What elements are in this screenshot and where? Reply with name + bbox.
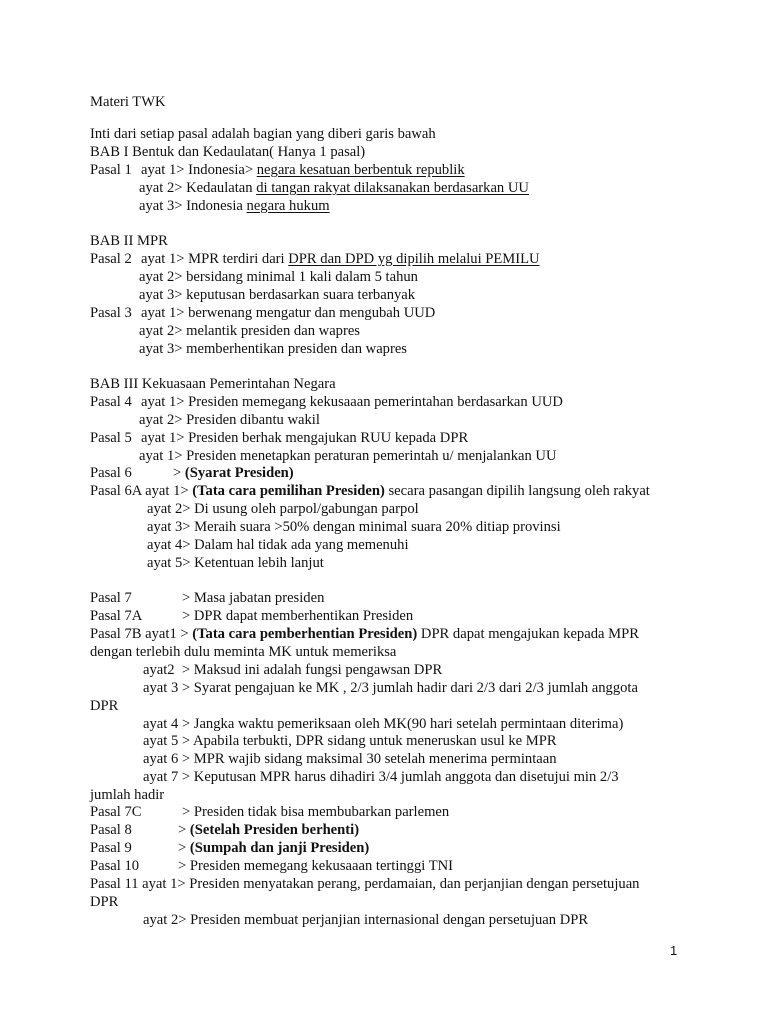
pasal3-ayat1: ayat 1> berwenang mengatur dan mengubah UUD — [141, 305, 436, 321]
pasal1-ayat2: ayat 2> Kedaulatan di tangan rakyat dilaksanakan berdasarkan UU — [139, 180, 529, 196]
pasal11-ayat1: Pasal 11 ayat 1> Presiden menyatakan perang, perdamaian, dan perjanjian dengan persetujuan — [90, 876, 640, 892]
pasal10-text: > Presiden memegang kekusaaan tertinggi TNI — [178, 858, 454, 874]
pasal7b-ayat3: ayat 3 > Syarat pengajuan ke MK , 2/3 jumlah hadir dari 2/3 dari 2/3 jumlah anggota — [143, 680, 638, 696]
pasal7-text: > Masa jabatan presiden — [182, 590, 325, 606]
pasal1-ayat1-underlined: negara kesatuan berbentuk republik — [256, 162, 465, 178]
page-number: 1 — [670, 943, 678, 958]
pasal6-text: > (Syarat Presiden) — [173, 465, 294, 481]
pasal7b-ayat4: ayat 4 > Jangka waktu pemeriksaan oleh MK(90 hari setelah permintaan diterima) — [143, 716, 624, 732]
pasal7a-text: > DPR dapat memberhentikan Presiden — [182, 608, 414, 624]
pasal4-ayat2: ayat 2> Presiden dibantu wakil — [139, 412, 320, 428]
pasal6a-ayat1: Pasal 6A ayat 1> (Tata cara pemilihan Presiden) secara pasangan dipilih langsung oleh rakyat — [90, 483, 650, 499]
pasal7b-ayat2: ayat2 > Maksud ini adalah fungsi pengawsan DPR — [143, 662, 443, 678]
pasal2-ayat3: ayat 3> keputusan berdasarkan suara terbanyak — [139, 287, 416, 303]
pasal6-label: Pasal 6 — [90, 465, 132, 481]
intro-text: Inti dari setiap pasal adalah bagian yang diberi garis bawah — [90, 126, 436, 142]
pasal1-ayat3: ayat 3> Indonesia negara hukum — [139, 198, 330, 214]
bab2-heading: BAB II MPR — [90, 233, 168, 249]
pasal7b-ayat7: ayat 7 > Keputusan MPR harus dihadiri 3/4 jumlah anggota dan disetujui min 2/3 — [143, 769, 619, 785]
pasal9-label: Pasal 9 — [90, 840, 132, 856]
bab3-heading: BAB III Kekuasaan Pemerintahan Negara — [90, 376, 336, 392]
pasal11-ayat1-cont: DPR — [90, 894, 119, 910]
pasal1-label: Pasal 1 — [90, 162, 132, 178]
pasal7b-ayat1: Pasal 7B ayat1 > (Tata cara pemberhentian Presiden) DPR dapat mengajukan kepada MPR — [90, 626, 639, 642]
pasal5-ayat1b: ayat 1> Presiden menetapkan peraturan pemerintah u/ menjalankan UU — [139, 448, 557, 464]
pasal7b-ayat5: ayat 5 > Apabila terbukti, DPR sidang untuk meneruskan usul ke MPR — [143, 733, 557, 749]
pasal4-label: Pasal 4 — [90, 394, 132, 410]
pasal2-ayat1: ayat 1> MPR terdiri dari DPR dan DPD yg dipilih melalui PEMILU — [141, 251, 540, 267]
pasal1-ayat3-underlined: negara hukum — [246, 198, 330, 214]
bab1-heading: BAB I Bentuk dan Kedaulatan( Hanya 1 pasal) — [90, 144, 366, 160]
pasal7a-label: Pasal 7A — [90, 608, 143, 624]
pasal2-ayat1-underlined: DPR dan DPD yg dipilih melalui PEMILU — [288, 251, 540, 267]
pasal1-ayat2-underlined: di tangan rakyat dilaksanakan berdasarkan UU — [256, 180, 529, 196]
pasal7-label: Pasal 7 — [90, 590, 132, 606]
pasal3-label: Pasal 3 — [90, 305, 132, 321]
pasal7c-text: > Presiden tidak bisa membubarkan parlemen — [182, 804, 450, 820]
pasal7b-ayat6: ayat 6 > MPR wajib sidang maksimal 30 setelah menerima permintaan — [143, 751, 557, 767]
pasal2-label: Pasal 2 — [90, 251, 132, 267]
pasal7c-label: Pasal 7C — [90, 804, 142, 820]
pasal10-label: Pasal 10 — [90, 858, 140, 874]
pasal1-ayat1: ayat 1> Indonesia> negara kesatuan berbentuk republik — [141, 162, 465, 178]
pasal8-text: > (Setelah Presiden berhenti) — [178, 822, 360, 838]
pasal5-label: Pasal 5 — [90, 430, 132, 446]
pasal4-ayat1: ayat 1> Presiden memegang kekusaaan pemerintahan berdasarkan UUD — [141, 394, 563, 410]
pasal6a-ayat2: ayat 2> Di usung oleh parpol/gabungan parpol — [147, 501, 419, 517]
pasal11-ayat2: ayat 2> Presiden membuat perjanjian internasional dengan persetujuan DPR — [143, 912, 589, 928]
pasal3-ayat3: ayat 3> memberhentikan presiden dan wapres — [139, 341, 407, 357]
document-title: Materi TWK — [90, 94, 166, 110]
pasal6a-ayat3: ayat 3> Meraih suara >50% dengan minimal suara 20% ditiap provinsi — [147, 519, 561, 535]
pasal7b-ayat7-cont: jumlah hadir — [90, 787, 165, 803]
pasal2-ayat2: ayat 2> bersidang minimal 1 kali dalam 5 tahun — [139, 269, 418, 285]
pasal8-label: Pasal 8 — [90, 822, 132, 838]
pasal3-ayat2: ayat 2> melantik presiden dan wapres — [139, 323, 360, 339]
pasal9-text: > (Sumpah dan janji Presiden) — [178, 840, 370, 856]
pasal7b-ayat1-cont: dengan terlebih dulu meminta MK untuk memeriksa — [90, 644, 397, 660]
pasal6a-ayat4: ayat 4> Dalam hal tidak ada yang memenuhi — [147, 537, 409, 553]
pasal7b-ayat3-cont: DPR — [90, 698, 119, 714]
pasal5-ayat1: ayat 1> Presiden berhak mengajukan RUU kepada DPR — [141, 430, 469, 446]
pasal6a-ayat5: ayat 5> Ketentuan lebih lanjut — [147, 555, 324, 571]
